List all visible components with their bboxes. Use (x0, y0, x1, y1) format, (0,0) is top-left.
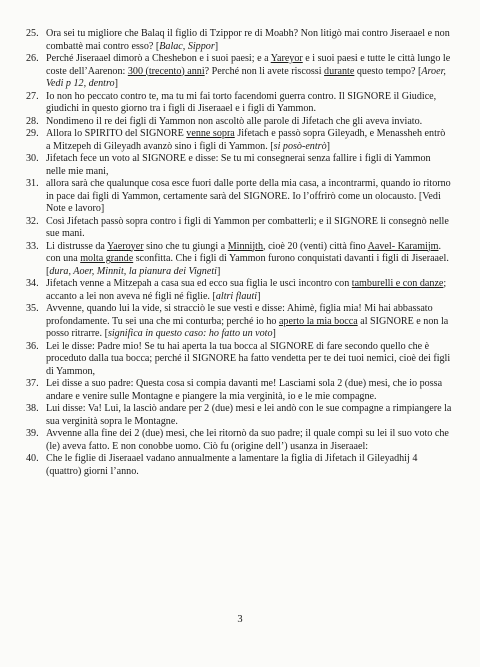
underlined-text: durante (324, 65, 355, 77)
verse (26, 403, 452, 428)
verse-number: 33. (26, 240, 39, 252)
verse-number: 34. (26, 278, 39, 289)
verse-number: 37. (26, 378, 39, 389)
verse-number: 31. (26, 178, 39, 189)
verse-list (26, 28, 452, 478)
verse-text: ] (216, 265, 221, 277)
verse (26, 115, 452, 129)
verse-text: ] (257, 290, 261, 302)
underlined-text: Minnijth (227, 240, 264, 252)
underlined-text: Yaeroyer (107, 240, 144, 252)
verse-text: e i suoi paesi e tutte le città lungo le coste dell’Aarenon: (46, 53, 451, 77)
verse (26, 215, 452, 241)
underlined-text: aperto la mia bocca (278, 315, 358, 327)
verse-number: 25. (26, 28, 39, 39)
underlined-text: Yareyor (270, 53, 303, 64)
verse-text: ? Perché non li avete riscossi (204, 65, 325, 77)
verse-text: . con una (46, 240, 442, 264)
verse (26, 278, 452, 303)
italic-note: si posò-entrò (273, 140, 327, 152)
verse-text: Ora sei tu migliore che Balaq il figlio di Tzippor re di Moabh? Non litigò mai contro Jiseraael e non combattè mai contro esso? [ (46, 28, 450, 52)
verse-text: sino che tu giungi a (143, 240, 228, 252)
verse-text: Li distrusse da (46, 240, 108, 252)
verse-text: Nondimeno il re dei figli di Yammon non ascoltò alle parole di Jifetach che gli aveva inviato. (46, 115, 423, 127)
verse-text: Così Jifetach passò sopra contro i figli di Yammon per combatterli; e il SIGNORE li consegnò nelle sue mani. (46, 215, 449, 239)
verse (26, 303, 452, 341)
verse-number: 32. (26, 215, 39, 227)
italic-note: significa in questo caso: ho fatto un voto (107, 328, 273, 339)
verse (26, 153, 452, 178)
verse-number: 26. (26, 53, 39, 64)
verse-text: ] (326, 140, 331, 152)
underlined-text: Aavel- Karamijm (367, 240, 439, 252)
verse-text: Io non ho peccato contro te, ma tu mi fai torto facendomi guerra contro. Il SIGNORE il Giudice, giudichi in questo giorno tra i figli di Jiseraael e i figli di Yammon. (46, 90, 437, 114)
verse-text: Lei le disse: Padre mio! Se tu hai aperta la tua bocca al SIGNORE di fare secondo quello che è proceduto dalla tua bocca; perché il SIGNORE ha fatto vendetta per te dei tuoi nemici, cioè dei figli di Yammon, (46, 340, 451, 377)
verse-text: Jifetach e passò sopra Gileyadh, e Menassheh entrò a Mitzepeh di Gileyadh avanzò sino i figli di Yammon. [ (46, 128, 446, 152)
page-number: 3 (237, 614, 243, 625)
verse-number: 30. (26, 153, 39, 164)
verse (26, 240, 452, 279)
verse-text: Avvenne alla fine dei 2 (due) mesi, che lei ritornò da suo padre; il quale compì su lei il suo voto che (le) aveva fatto. E non conobbe uomo. Ciò fu (origine dell’) usanza in Jiseraael: (46, 428, 449, 452)
verse-number: 29. (26, 128, 39, 139)
verse (26, 428, 452, 453)
verse-text: Lui disse: Va! Lui, la lasciò andare per 2 (due) mesi e lei andò con le sue compagne a rimpiangere la sua verginità sopra le Montagne. (46, 403, 452, 427)
verse-text: ] (114, 78, 118, 89)
verse (26, 378, 452, 403)
verse (26, 453, 452, 478)
verse-text: Perché Jiseraael dimorò a Cheshebon e i suoi paesi; e a (46, 53, 271, 64)
verse-number: 28. (26, 115, 39, 127)
verse-text: sconfitta. Che i figli di Yammon furono conquistati davanti i figli di Jiseraael. [ (46, 253, 449, 277)
italic-note: Aroer, Vedi p 12, dentro (46, 65, 446, 89)
underlined-text: venne sopra (186, 128, 235, 139)
verse-text: ; accanto a lei non aveva né figli né figlie. [ (46, 278, 447, 302)
verse-number: 27. (26, 90, 39, 102)
verse-number: 35. (26, 303, 39, 314)
verse (26, 28, 452, 53)
verse-text: al SIGNORE e non la posso ritrarre. [ (46, 315, 449, 339)
verse (26, 340, 452, 379)
verse-number: 39. (26, 428, 39, 439)
verse-number: 36. (26, 340, 39, 352)
verse-text: Avvenne, quando lui la vide, si stracciò le sue vesti e disse: Ahimè, figlia mia! Mi hai abbassato profondamente. Tu sei una che mi conturba; perché io ho (46, 303, 433, 327)
underlined-text: molta grande (80, 253, 134, 264)
verse-text: , cioè 20 (venti) città fino (263, 240, 368, 252)
italic-note: dura, Aoer, Minnit, la pianura dei Vigneti (49, 265, 217, 277)
underlined-text: tamburelli e con danze (351, 278, 444, 289)
verse (26, 128, 452, 153)
verse-text: Jifetach fece un voto al SIGNORE e disse: Se tu mi consegnerai senza fallire i figli di Yammon nelle mie mani, (46, 153, 431, 177)
verse-text: Lei disse a suo padre: Questa cosa si compia davanti me! Lasciami sola 2 (due) mesi, che io possa andare e venire sulle Montagne e piangere la mia verginità, io e le mie compagne. (46, 378, 443, 402)
verse-text: Che le figlie di Jiseraael vadano annualmente a lamentare la figlia di Jifetach il Gileyadhij 4 (quattro) giorni l’anno. (46, 453, 418, 477)
italic-note: altri flauti (215, 290, 258, 302)
verse-number: 38. (26, 403, 39, 414)
verse-text: Jifetach venne a Mitzepah a casa sua ed ecco sua figlia le uscì incontro con (46, 278, 352, 289)
verse (26, 90, 452, 116)
verse (26, 178, 452, 216)
verse-text: ] (214, 40, 219, 52)
italic-note: Balac, Sippor (159, 40, 215, 52)
verse-text: allora sarà che qualunque cosa esce fuori dalle porte della mia casa, a incontrarmi, quando io ritorno in pace dai figli di Yammon, certamente sarà del SIGNORE. Io l’offrirò come un olocausto. [Vedi Note e lavoro] (46, 178, 451, 214)
verse (26, 53, 452, 91)
verse-text: ] (272, 328, 276, 339)
verse-text: Allora lo SPIRITO del SIGNORE (46, 128, 187, 139)
verse-text: questo tempo? [ (354, 65, 422, 77)
verse-number: 40. (26, 453, 39, 464)
underlined-text: 300 (trecento) anni (127, 65, 205, 77)
